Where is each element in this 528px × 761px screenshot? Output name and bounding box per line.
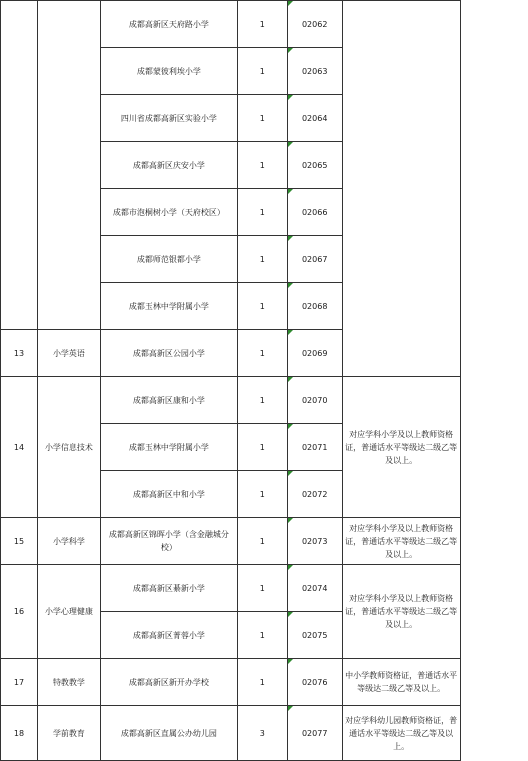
count-cell: 1 xyxy=(237,142,287,189)
requirement-cell: 对应学科小学及以上教师资格证，普通话水平等级达二级乙等及以上。 xyxy=(342,565,460,659)
comment-marker-icon xyxy=(288,142,293,147)
school-text: 成都高新区锦晖小学（含金融城分校） xyxy=(101,528,237,554)
row-number-cell: 16 xyxy=(1,565,38,659)
subject-cell: 小学信息技术 xyxy=(37,377,100,518)
code-text: 02065 xyxy=(302,161,327,170)
code-cell xyxy=(287,377,342,424)
school-cell: 成都玉林中学附属小学 xyxy=(100,283,237,330)
count-cell: 1 xyxy=(237,612,287,659)
comment-marker-icon xyxy=(288,518,293,523)
code-text: 02074 xyxy=(302,584,327,593)
requirement-cell: 中小学教师资格证，普通话水平等级达二级乙等及以上。 xyxy=(342,659,460,706)
code-cell xyxy=(287,189,342,236)
table-row xyxy=(1,377,528,424)
table-row xyxy=(1,1,528,48)
row-number-cell: 14 xyxy=(1,377,38,518)
comment-marker-icon xyxy=(288,95,293,100)
code-text: 02069 xyxy=(302,349,327,358)
requirement-cell xyxy=(342,1,460,377)
count-cell: 1 xyxy=(237,377,287,424)
table-row xyxy=(1,706,528,761)
count-cell: 1 xyxy=(237,424,287,471)
code-cell xyxy=(287,48,342,95)
school-cell: 成都高新区直属公办幼儿园 xyxy=(100,706,237,761)
table-row xyxy=(1,659,528,706)
count-cell: 1 xyxy=(237,659,287,706)
school-cell: 成都高新区綦新小学 xyxy=(100,565,237,612)
code-cell xyxy=(287,330,342,377)
code-cell xyxy=(287,471,342,518)
school-cell: 成都高新区天府路小学 xyxy=(100,1,237,48)
count-cell: 1 xyxy=(237,236,287,283)
code-cell xyxy=(287,659,342,706)
row-number-cell: 18 xyxy=(1,706,38,761)
code-text: 02070 xyxy=(302,396,327,405)
subject-cell: 特教教学 xyxy=(37,659,100,706)
comment-marker-icon xyxy=(288,659,293,664)
comment-marker-icon xyxy=(288,330,293,335)
school-cell: 成都玉林中学附属小学 xyxy=(100,424,237,471)
code-text: 02067 xyxy=(302,255,327,264)
count-cell: 1 xyxy=(237,1,287,48)
table-row xyxy=(1,518,528,565)
school-cell: 成都市泡桐树小学（天府校区） xyxy=(100,189,237,236)
blank-column xyxy=(460,1,528,761)
subject-cell: 小学心理健康 xyxy=(37,565,100,659)
code-text: 02075 xyxy=(302,631,327,640)
code-cell xyxy=(287,142,342,189)
comment-marker-icon xyxy=(288,283,293,288)
table-row xyxy=(1,565,528,612)
count-cell: 1 xyxy=(237,565,287,612)
comment-marker-icon xyxy=(288,565,293,570)
code-cell xyxy=(287,95,342,142)
comment-marker-icon xyxy=(288,1,293,6)
comment-marker-icon xyxy=(288,189,293,194)
subject-cell: 小学英语 xyxy=(37,330,100,377)
school-cell: 成都师范银都小学 xyxy=(100,236,237,283)
code-text: 02066 xyxy=(302,208,327,217)
code-cell xyxy=(287,283,342,330)
row-number-cell xyxy=(1,1,38,330)
count-cell: 1 xyxy=(237,48,287,95)
code-cell xyxy=(287,518,342,565)
code-cell xyxy=(287,612,342,659)
requirement-cell: 对应学科小学及以上教师资格证，普通话水平等级达二级乙等及以上。 xyxy=(342,377,460,518)
row-number-cell: 13 xyxy=(1,330,38,377)
code-text: 02071 xyxy=(302,443,327,452)
school-cell: 成都高新区新开办学校 xyxy=(100,659,237,706)
code-cell xyxy=(287,424,342,471)
school-cell: 四川省成都高新区实验小学 xyxy=(100,95,237,142)
school-cell: 成都蒙彼利埃小学 xyxy=(100,48,237,95)
school-cell: 成都高新区康和小学 xyxy=(100,377,237,424)
code-text: 02073 xyxy=(302,537,327,546)
code-text: 02072 xyxy=(302,490,327,499)
requirement-cell: 对应学科幼儿园教师资格证，普通话水平等级达二级乙等及以上。 xyxy=(342,706,460,761)
school-cell: 成都高新区庆安小学 xyxy=(100,142,237,189)
school-cell xyxy=(100,518,237,565)
comment-marker-icon xyxy=(288,706,293,711)
row-number-cell: 15 xyxy=(1,518,38,565)
comment-marker-icon xyxy=(288,612,293,617)
code-cell xyxy=(287,706,342,761)
code-cell xyxy=(287,565,342,612)
code-text: 02064 xyxy=(302,114,327,123)
count-cell: 1 xyxy=(237,518,287,565)
count-cell: 1 xyxy=(237,95,287,142)
count-cell: 1 xyxy=(237,283,287,330)
count-cell: 3 xyxy=(237,706,287,761)
school-cell: 成都高新区中和小学 xyxy=(100,471,237,518)
comment-marker-icon xyxy=(288,236,293,241)
comment-marker-icon xyxy=(288,424,293,429)
requirement-cell: 对应学科小学及以上教师资格证，普通话水平等级达二级乙等及以上。 xyxy=(342,518,460,565)
code-text: 02077 xyxy=(302,729,327,738)
subject-cell: 小学科学 xyxy=(37,518,100,565)
school-cell: 成都高新区公园小学 xyxy=(100,330,237,377)
row-number-cell: 17 xyxy=(1,659,38,706)
school-cell: 成都高新区菁蓉小学 xyxy=(100,612,237,659)
code-text: 02068 xyxy=(302,302,327,311)
code-text: 02063 xyxy=(302,67,327,76)
code-cell xyxy=(287,1,342,48)
comment-marker-icon xyxy=(288,377,293,382)
count-cell: 1 xyxy=(237,330,287,377)
count-cell: 1 xyxy=(237,189,287,236)
comment-marker-icon xyxy=(288,471,293,476)
subject-cell: 学前教育 xyxy=(37,706,100,761)
code-text: 02076 xyxy=(302,678,327,687)
subject-cell xyxy=(37,1,100,330)
code-text: 02062 xyxy=(302,20,327,29)
comment-marker-icon xyxy=(288,48,293,53)
code-cell xyxy=(287,236,342,283)
count-cell: 1 xyxy=(237,471,287,518)
